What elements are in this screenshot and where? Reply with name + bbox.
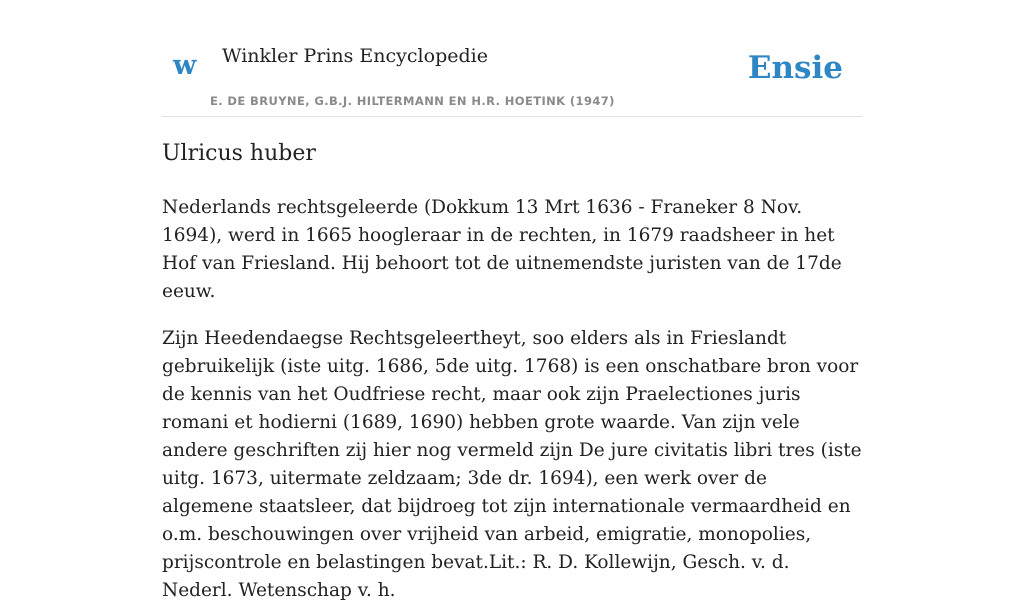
article-title: Ulricus huber bbox=[162, 141, 316, 166]
article bbox=[162, 138, 862, 605]
book-logo[interactable]: w bbox=[173, 50, 197, 81]
book-title[interactable]: Winkler Prins Encyclopedie bbox=[222, 45, 488, 67]
ensie-logo[interactable]: Ensie bbox=[747, 50, 843, 86]
book-authors: E. DE BRUYNE, G.B.J. HILTERMANN EN H.R. HOETINK (1947) bbox=[210, 94, 615, 108]
article-paragraph: Zijn Heedendaegse Rechtsgeleertheyt, soo elders als in Frieslandt gebruikelijk (iste uitg. 1686, 5de uitg. 1768) is een onschatbare bron voor de kennis van het Oudfriese recht, maar ook zijn Praelectiones juris romani et hodierni (1689, 1690) hebben grote waarde. Van zijn vele andere geschriften zij hier nog vermeld zijn De jure civitatis libri tres (iste uitg. 1673, uitermate zeldzaam; 3de dr. 1694), een werk over de algemene staatsleer, dat bijdroeg tot zijn internationale vermaardheid en o.m. beschouwingen over vrijheid van arbeid, emigratie, monopolies, prijscontrole en belastingen bevat.Lit.: R. D. Kollewijn, Gesch. v. d. Nederl. Wetenschap v. h. bbox=[162, 328, 862, 601]
site-header bbox=[162, 0, 862, 117]
article-paragraph: Nederlands rechtsgeleerde (Dokkum 13 Mrt 1636 - Franeker 8 Nov. 1694), werd in 1665 hoogleraar in de rechten, in 1679 raadsheer in het Hof van Friesland. Hij behoort tot de uitnemendste juristen van de 17de eeuw. bbox=[162, 197, 842, 302]
